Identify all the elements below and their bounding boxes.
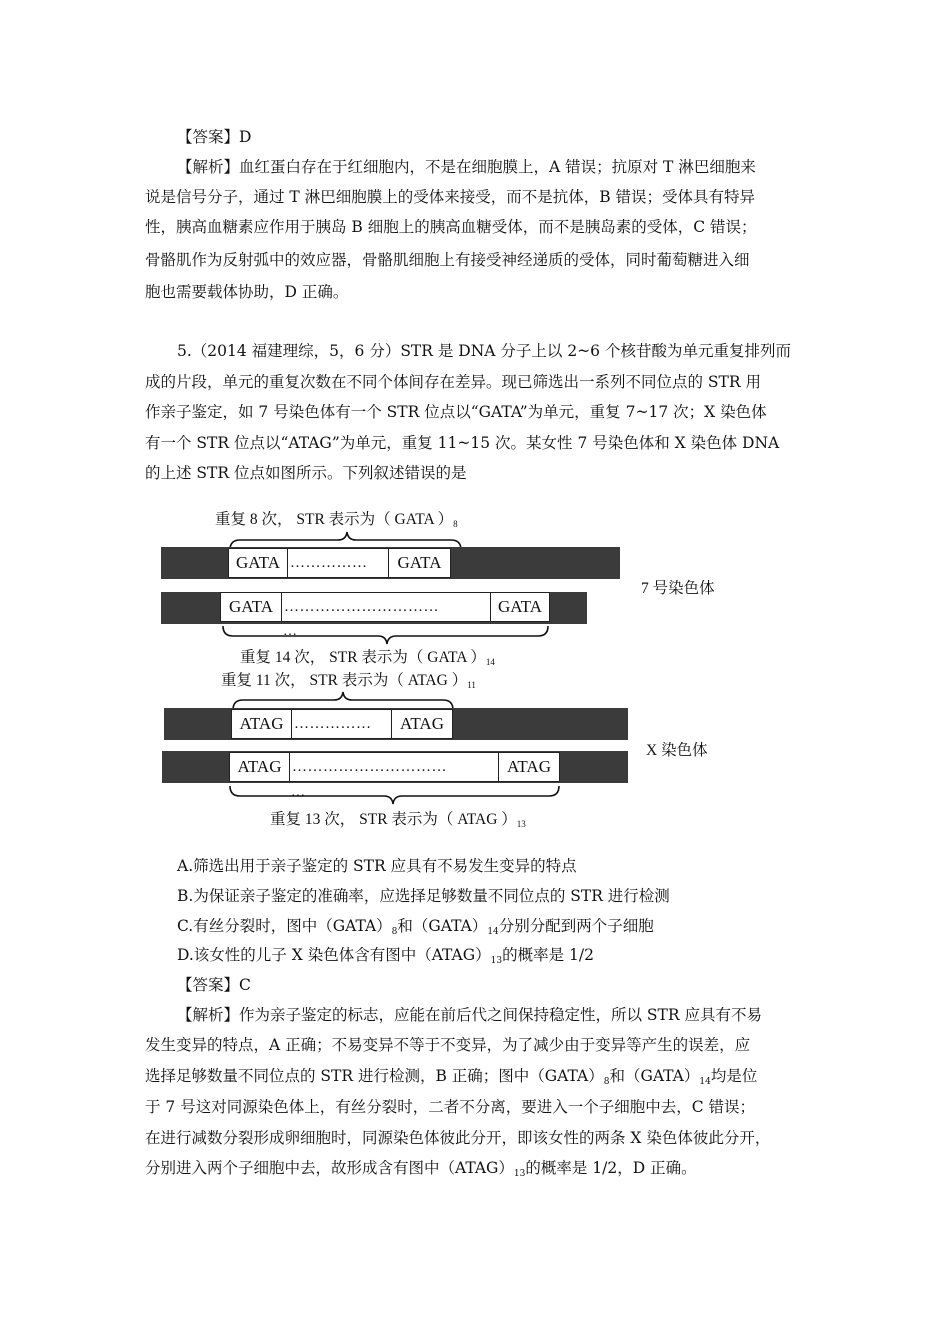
chrX-bottom-label: 重复 13 次， STR 表示为（ ATAG ）$_{13}$ (270, 811, 526, 829)
repeat-dots: …………… (287, 548, 389, 578)
chrX-name: X 染色体 (646, 742, 708, 759)
analysis-line: 性，胰高血糖素应作用于胰岛 B 细胞上的胰高血糖受体，而不是胰岛素的受体，C 错误； (145, 218, 757, 236)
gata-unit-box: GATA (490, 592, 550, 622)
brace-ellipsis: … (291, 785, 305, 800)
brace-bottom-X (230, 786, 559, 804)
repeat-dots: …………… (291, 709, 392, 739)
repeat-dots: ………………………… (281, 592, 491, 622)
analysis-line: 胞也需要载体协助，D 正确。 (145, 283, 349, 301)
analysis-line: 骨骼肌作为反射弧中的效应器，骨骼肌细胞上有接受神经递质的受体，同时葡萄糖进入细 (145, 251, 750, 269)
atag-unit-box: ATAG (229, 752, 290, 782)
gata-unit-box: GATA (388, 548, 451, 578)
analysis-line: 分别进入两个子细胞中去，故形成含有图中$(ATAG)_{13}$的概率是 1/2，D 正确。 (145, 1159, 697, 1179)
analysis-line: 选择足够数量不同位点的 STR 进行检测，B 正确；图中$(GATA)_8$和$(GATA)_{14}$均是位 (145, 1067, 758, 1087)
option-d: D.该女性的儿子 X 染色体含有图中$(ATAG)_{13}$的概率是 1/2 (177, 946, 594, 966)
chr7-name: 7 号染色体 (641, 580, 715, 597)
option-b: B.为保证亲子鉴定的准确率，应选择足够数量不同位点的 STR 进行检测 (177, 887, 670, 905)
question-stem-line: 5.（2014 福建理综，5，6 分）STR 是 DNA 分子上以 2~6 个核苷酸为单元重复排列而 (177, 342, 791, 360)
answer-label: 【答案】C (177, 976, 251, 994)
analysis-line: 在进行减数分裂形成卵细胞时，同源染色体彼此分开，即该女性的两条 X 染色体彼此分开， (145, 1129, 771, 1147)
chrX-top-label: 重复 11 次， STR 表示为（ ATAG ）$_{11}$ (221, 672, 476, 690)
atag-unit-box: ATAG (231, 709, 292, 739)
question-stem-line: 作亲子鉴定，如 7 号染色体有一个 STR 位点以“GATA”为单元，重复 7~17 次；X 染色体 (145, 403, 767, 421)
option-c: C.有丝分裂时，图中$(GATA)_8$和$(GATA)_{14}$分别分配到两个子细胞 (177, 917, 654, 937)
brace-bottom-7 (223, 626, 548, 644)
atag-unit-box: ATAG (498, 752, 560, 782)
option-a: A.筛选出用于亲子鉴定的 STR 应具有不易发生变异的特点 (177, 857, 577, 875)
gata-unit-box: GATA (220, 592, 282, 622)
analysis-line: 发生变异的特点，A 正确；不易变异不等于不变异，为了减少由于变异等产生的误差，应 (145, 1036, 751, 1054)
analysis-line: 【解析】作为亲子鉴定的标志，应能在前后代之间保持稳定性，所以 STR 应具有不易 (177, 1006, 762, 1024)
gata-unit-box: GATA (228, 548, 288, 578)
repeat-dots: ………………………… (289, 752, 499, 782)
brace-ellipsis: … (283, 624, 297, 639)
analysis-line: 说是信号分子，通过 T 淋巴细胞膜上的受体来接受，而不是抗体，B 错误；受体具有特异 (145, 188, 756, 206)
analysis-line: 于 7 号这对同源染色体上，有丝分裂时，二者不分离，要进入一个子细胞中去，C 错误； (145, 1098, 756, 1116)
question-stem-line: 的上述 STR 位点如图所示。下列叙述错误的是 (145, 464, 467, 482)
chr7-bottom-label: 重复 14 次， STR 表示为（ GATA ）$_{14}$ (240, 649, 495, 667)
chr7-top-label: 重复 8 次， STR 表示为（ GATA ）$_8$ (215, 511, 458, 529)
analysis-line: 【解析】血红蛋白存在于红细胞内，不是在细胞膜上，A 错误；抗原对 T 淋巴细胞来 (177, 158, 756, 176)
question-stem-line: 有一个 STR 位点以“ATAG”为单元，重复 11~15 次。某女性 7 号染色体和 X 染色体 DNA (145, 434, 780, 452)
atag-unit-box: ATAG (391, 709, 453, 739)
answer-label: 【答案】D (177, 128, 252, 146)
question-stem-line: 成的片段，单元的重复次数在不同个体间存在差异。现已筛选出一系列不同位点的 STR 用 (145, 373, 761, 391)
